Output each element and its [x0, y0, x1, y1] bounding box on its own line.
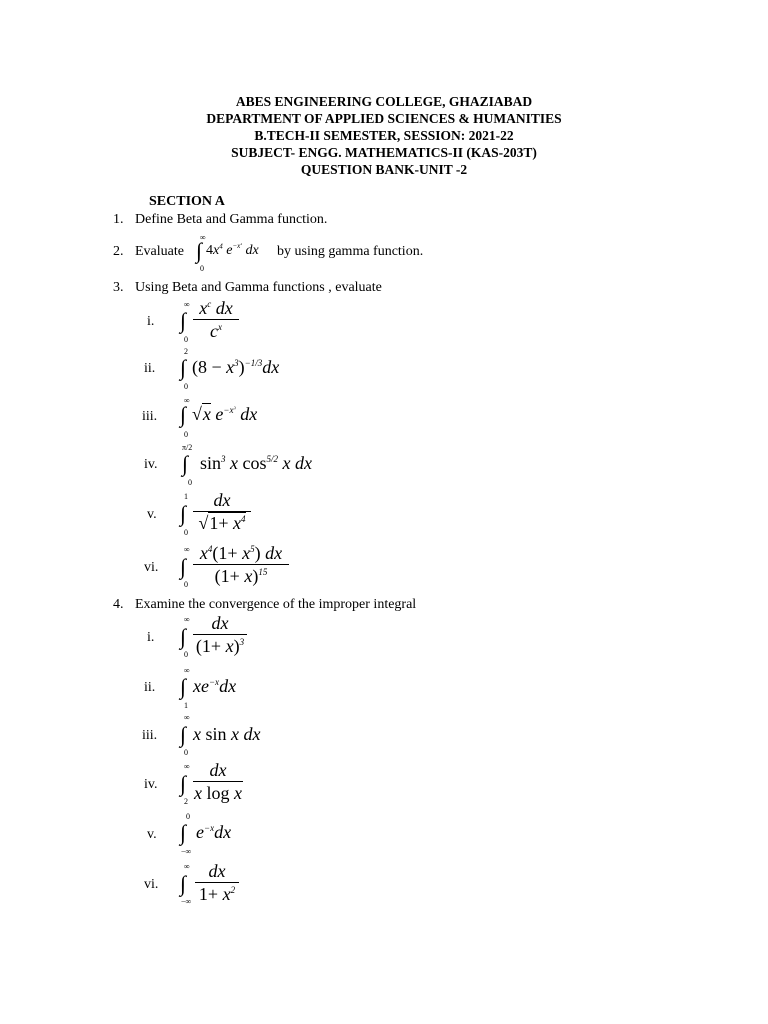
item-roman: i.: [147, 630, 155, 645]
lower-limit: −∞: [181, 847, 192, 856]
lower-limit: 2: [184, 797, 188, 806]
integral-sign: ∫: [180, 722, 187, 747]
question-text: Define Beta and Gamma function.: [135, 212, 328, 227]
upper-limit: ∞: [184, 862, 190, 871]
upper-limit: 2: [184, 347, 188, 356]
question-text: Examine the convergence of the improper integral: [135, 597, 417, 612]
upper-limit: ∞: [184, 396, 190, 405]
lower-limit: 0: [184, 335, 188, 344]
integral-sign: ∫: [180, 771, 187, 796]
question-number: 1.: [113, 212, 124, 227]
integral-sign: ∫: [180, 554, 187, 579]
lower-limit: −∞: [181, 897, 192, 906]
question-text: Evaluate: [135, 244, 184, 259]
question-after-text: by using gamma function.: [277, 244, 424, 259]
integral-sign: ∫: [180, 355, 187, 380]
upper-limit: π/2: [182, 443, 193, 452]
question-number: 4.: [113, 597, 124, 612]
integral-sign: ∫: [180, 674, 187, 699]
item-roman: v.: [147, 507, 157, 522]
item-roman: v.: [147, 827, 157, 842]
subject-line: SUBJECT- ENGG. MATHEMATICS-II (KAS-203T): [231, 145, 537, 160]
integrand: √x $e^{-x^3}$ dx: [192, 404, 258, 424]
item-roman: ii.: [144, 680, 156, 695]
upper-limit: ∞: [184, 713, 190, 722]
item-roman: vi.: [144, 560, 159, 575]
upper-limit: ∞: [184, 545, 190, 554]
question-bank-title: QUESTION BANK-UNIT -2: [300, 162, 468, 177]
upper-limit: ∞: [184, 666, 190, 675]
integrand: x sin x dx: [193, 724, 261, 744]
integral-sign: ∫: [196, 238, 203, 263]
lower-limit: 0: [184, 580, 188, 589]
item-roman: iv.: [144, 777, 158, 792]
integral-sign: ∫: [180, 624, 187, 649]
fraction: dx $1+ x^2$: [195, 861, 239, 904]
integrand: $(8 - x^3)^{-1/3}dx$: [192, 357, 280, 377]
fraction: $x^4(1+ x^5)$ dx $(1+ x)^{15}$: [193, 543, 289, 586]
lower-limit: 0: [184, 382, 188, 391]
integral-sign: ∫: [180, 501, 187, 526]
integral-sign: ∫: [180, 402, 187, 427]
item-roman: iii.: [142, 728, 158, 743]
integral-sign: ∫: [180, 308, 187, 333]
department-name: DEPARTMENT OF APPLIED SCIENCES & HUMANITIES: [206, 111, 562, 126]
lower-limit: 0: [200, 264, 204, 273]
lower-limit: 0: [184, 528, 188, 537]
integrand: $e^{-x}dx$: [196, 822, 232, 842]
upper-limit: ∞: [184, 300, 190, 309]
item-roman: iii.: [142, 409, 158, 424]
section-title: SECTION A: [149, 194, 225, 209]
item-roman: vi.: [144, 877, 159, 892]
lower-limit: 0: [188, 478, 192, 487]
integral-sign: ∫: [182, 451, 189, 476]
upper-limit: ∞: [184, 762, 190, 771]
upper-limit: 0: [186, 812, 190, 821]
semester-line: B.TECH-II SEMESTER, SESSION: 2021-22: [254, 128, 514, 143]
college-name: ABES ENGINEERING COLLEGE, GHAZIABAD: [235, 94, 533, 109]
document-header: [0, 93, 768, 178]
integrand: $4x^4$ $e^{-x^4}$ dx: [206, 242, 259, 258]
integrand: $xe^{-x}dx$: [193, 676, 237, 696]
question-text: Using Beta and Gamma functions , evaluate: [135, 280, 382, 295]
fraction: dx x log x: [193, 760, 242, 803]
integral-sign: ∫: [180, 820, 187, 845]
upper-limit: ∞: [200, 233, 206, 242]
fraction: $x^c$ dx $c^x$: [193, 298, 239, 341]
integral-sign: ∫: [180, 871, 187, 896]
lower-limit: 0: [184, 650, 188, 659]
item-roman: iv.: [144, 457, 158, 472]
lower-limit: 0: [184, 748, 188, 757]
item-roman: i.: [147, 314, 155, 329]
lower-limit: 0: [184, 430, 188, 439]
fraction: dx $√1+ x^4$: [193, 490, 251, 533]
upper-limit: 1: [184, 492, 188, 501]
item-roman: ii.: [144, 361, 156, 376]
question-number: 2.: [113, 244, 124, 259]
integrand: $\sin^3 x$ $\cos^{5/2} x$ dx: [200, 453, 313, 473]
lower-limit: 1: [184, 701, 188, 710]
upper-limit: ∞: [184, 615, 190, 624]
fraction: dx $(1+ x)^3$: [193, 613, 247, 656]
question-number: 3.: [113, 280, 124, 295]
